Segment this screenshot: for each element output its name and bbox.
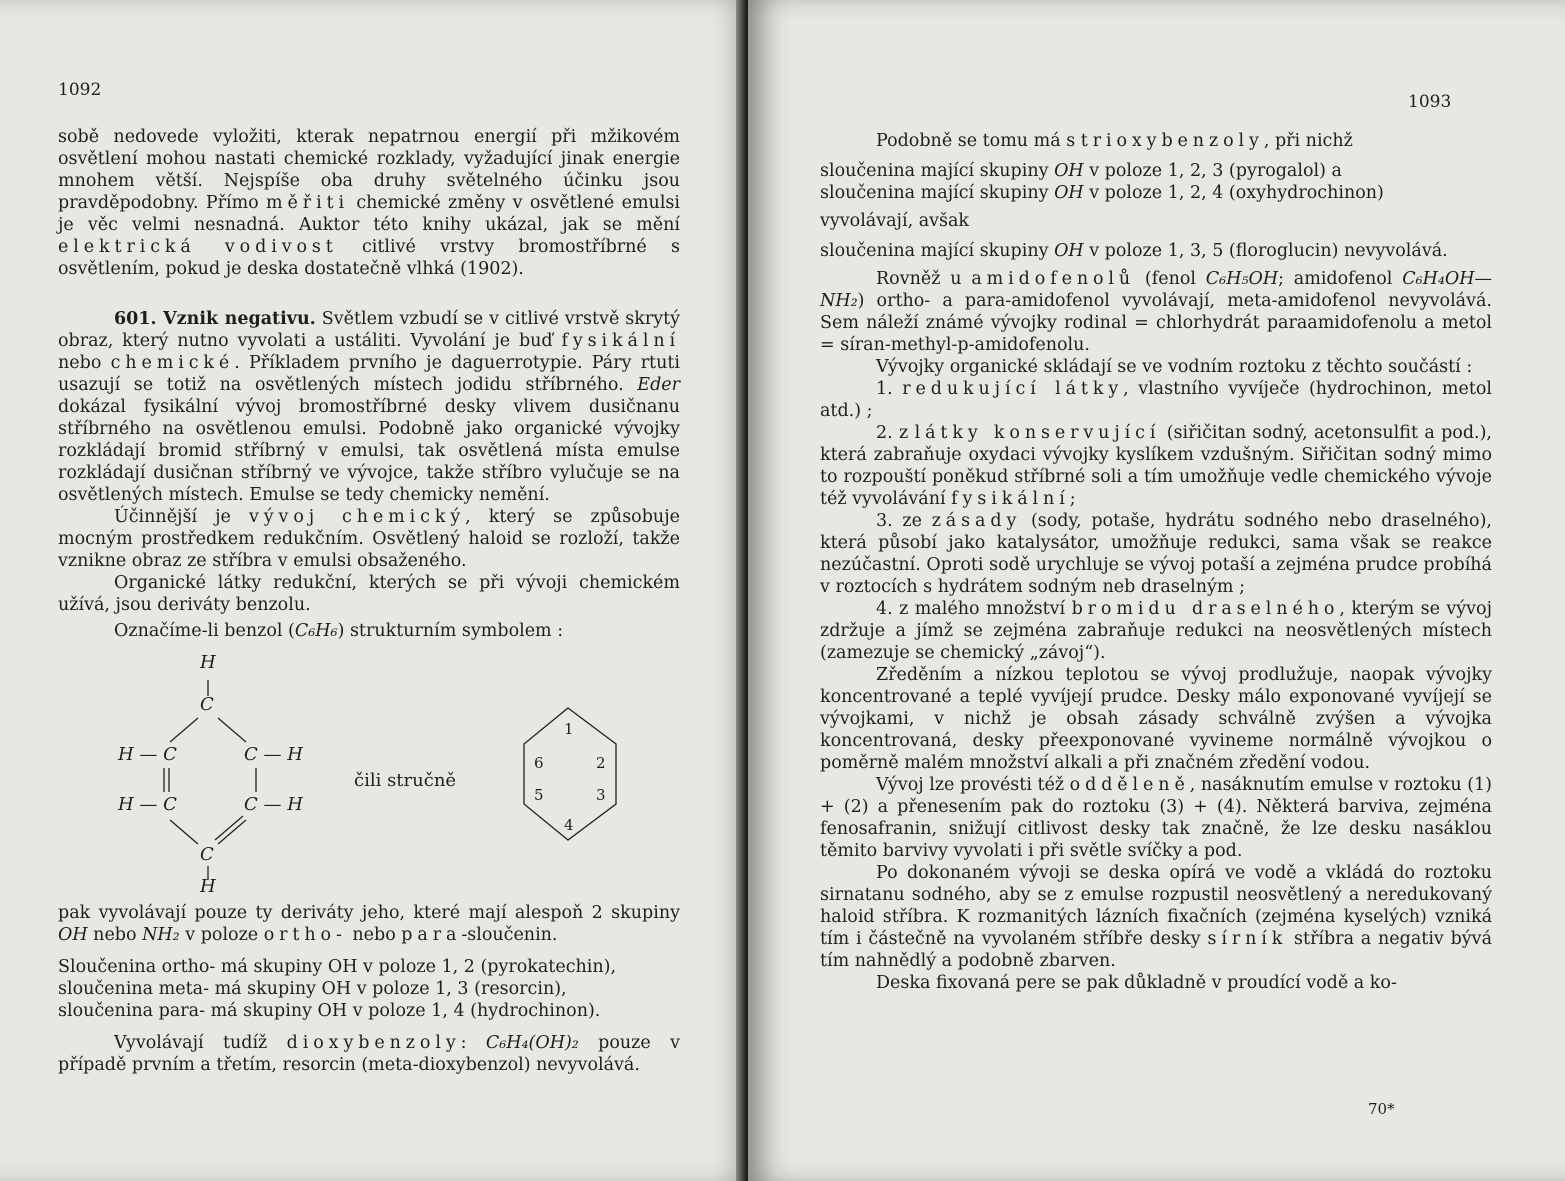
signature-mark: 70* [1368,1100,1395,1118]
atom-h-bottom: H [200,876,216,897]
left-page-body [58,126,680,1076]
hex-number-5: 5 [534,786,544,804]
hex-number-2: 2 [596,754,606,772]
atom-h-c-left-upper: H — C [118,744,177,765]
page-number-left: 1092 [58,80,102,100]
paragraph-line: Sloučenina ortho- má skupiny OH v poloze 1, 2 (pyrokatechin), [58,957,617,977]
paragraph: Vyvolávají tudíž dioxybenzoly: C₆H₄(OH)₂ pouze v případě prvním a třetím, resorcin (meta-dioxybenzol) nevyvolává. [58,1033,680,1075]
atom-c-bottom: C [200,844,214,865]
paragraph: 4. z malého množství bromidu draselného, kterým se vývoj zdržuje a jímž se zejména zabraňuje redukci na neosvětlených místech (zamezuje se chemický „závoj“). [820,599,1492,663]
paragraph-line: vyvolávají, avšak [820,211,970,231]
paragraph: Označíme-li benzol (C₆H₆) strukturním symbolem : [114,621,564,641]
paragraph: Deska fixovaná pere se pak důkladně v proudící vodě a ko- [876,973,1397,993]
left-page [0,0,748,1181]
section-heading-paragraph: 601. Vznik negativu. Světlem vzbudí se v citlivé vrstvě skrytý obraz, který nutno vyvolati a ustáliti. Vyvolání je buď fysikální nebo chemické. Příkladem prvního je daguerrotypie. Páry rtuti usazují se totiž na osvětlených místech jodidu stříbrného. Eder dokázal fysikální vývoj bromostříbrné desky vlivem dusičnanu stříbrného na osvětlenou emulsi. Podobně jako organické vývojky rozkládají bromid stříbrný v emulsi, tak osvětlená místa emulse rozkládají dusičnan stříbrný ve vývojce, takže stříbro vylučuje se na osvětlených místech. Emulse se tedy chemicky nemění. [58,309,681,505]
cili-struene-label: čili stručně [354,770,457,791]
paragraph: sloučenina mající skupiny OH v poloze 1, 3, 5 (floroglucin) nevyvolává. [820,241,1448,261]
paragraph-line: sloučenina meta- má skupiny OH v poloze 1, 3 (resorcin), [58,979,567,999]
hex-number-4: 4 [564,816,574,834]
paragraph: Organické látky redukční, kterých se při vývoji chemickém užívá, jsou deriváty benzolu. [58,573,680,615]
paragraph: Vývojky organické skládají se ve vodním roztoku z těchto součástí : [876,357,1473,377]
paragraph: sobě nedovede vyložiti, kterak nepatrnou energií při mžikovém osvětlení mohou nastati chemické rozklady, vyžadující jinak energie mnohem větší. Nejspíše oba druhy světelného účinku jsou pravděpodobny. Přímo měřiti chemické změny v osvětlené emulsi je věc velmi nesnadná. Auktor této knihy ukázal, jak se mění elektrická vodivost citlivé vrstvy bromostříbrné s osvětlením, pokud je deska dostatečně vlhká (1902). [58,127,680,279]
right-page [748,0,1565,1181]
paragraph: Účinnější je vývoj chemický, který se způsobuje mocným prostředkem redukčním. Osvětlený haloid se rozloží, takže vznikne obraz ze stříbra v emulsi obsaženého. [58,507,680,571]
paragraph: Rovněž u amidofenolů (fenol C₆H₅OH; amidofenol C₆H₄OH—NH₂) ortho- a para-amidofenol vyvolávají, meta-amidofenol nevyvolává. Sem náleží známé vývojky rodinal = chlorhydrát paraamidofenolu a metol = síran-methyl-p-amidofenolu. [820,269,1492,355]
hex-number-6: 6 [534,754,544,772]
atom-c-h-right-upper: C — H [244,744,303,765]
atom-h-top: H [200,652,216,673]
paragraph: Zředěním a nízkou teplotou se vývoj prodlužuje, naopak vývojky koncentrované a teplé vyvíjejí prudce. Desky málo exponované vyvíjejí se vývojkami, v nichž je obsah zásady schválně zvýšen a vývojka koncentrovaná, desky přeexponované vyvineme normálně vývojkou o poměrně malém množství alkali a při značném zředění vodou. [820,665,1492,773]
paragraph-line: sloučenina mající skupiny OH v poloze 1, 2, 3 (pyrogalol) a [820,161,1342,181]
paragraph: Vývoj lze provésti též odděleně, nasáknutím emulse v roztoku (1) + (2) a přenesením pak do roztoku (3) + (4). Některá barviva, zejména fenosafranin, snižují citlivost desky tak značně, že lze desku nasáklou těmito barvivy vyvolati i při světle svíčky a pod. [820,775,1492,861]
hex-number-3: 3 [596,786,606,804]
right-page-body [820,130,1492,994]
benzene-structural-formula [58,652,680,897]
paragraph: Po dokonaném vývoji se deska opírá ve vodě a vkládá do roztoku sirnatanu sodného, aby se z emulse rozpustil neosvětlený a neredukovaný haloid stříbra. K rozmanitých lázních fixačních (zejména kyselých) vzniká tím i částečně na vyvolaném stříbře desky sírník stříbra a negativ bývá tím nahnědlý a podobně zbarven. [820,863,1493,971]
paragraph: Podobně se tomu má s trioxybenzoly, při nichž [876,131,1353,151]
paragraph-line: sloučenina para- má skupiny OH v poloze 1, 4 (hydrochinon). [58,1001,601,1021]
paragraph: pak vyvolávají pouze ty deriváty jeho, které mají alespoň 2 skupiny OH nebo NH₂ v poloze ortho- nebo para-sloučenin. [58,903,680,945]
page-number-right: 1093 [1408,92,1452,112]
section-heading: 601. Vznik negativu. [114,309,316,329]
paragraph: 3. ze zásady (sody, potaše, hydrátu sodného nebo draselného), která působí jako katalysátor, umožňuje redukci, sama však se reakce nezúčastní. Oproti sodě urychluje se vývoj potaší a zejména prudce probíhá v roztocích s hydrátem sodným neb draselným ; [820,511,1492,597]
paragraph-line: sloučenina mající skupiny OH v poloze 1, 2, 4 (oxyhydrochinon) [820,183,1384,203]
paragraph: 2. z látky konservující (siřičitan sodný, acetonsulfit a pod.), která zabraňuje oxydaci vývojky kyslíkem vzdušným. Siřičitan sodný mimo to rozpouští poněkud stříbrné soli a tím umožňuje vedle chemického vývoje též vyvolávání fysikální; [820,423,1492,509]
paragraph: 1. redukující látky, vlastního vyvíječe (hydrochinon, metol atd.) ; [820,379,1492,421]
atom-c-h-right-lower: C — H [244,794,303,815]
atom-h-c-left-lower: H — C [118,794,177,815]
hex-number-1: 1 [564,720,574,738]
atom-c-top: C [200,694,214,715]
